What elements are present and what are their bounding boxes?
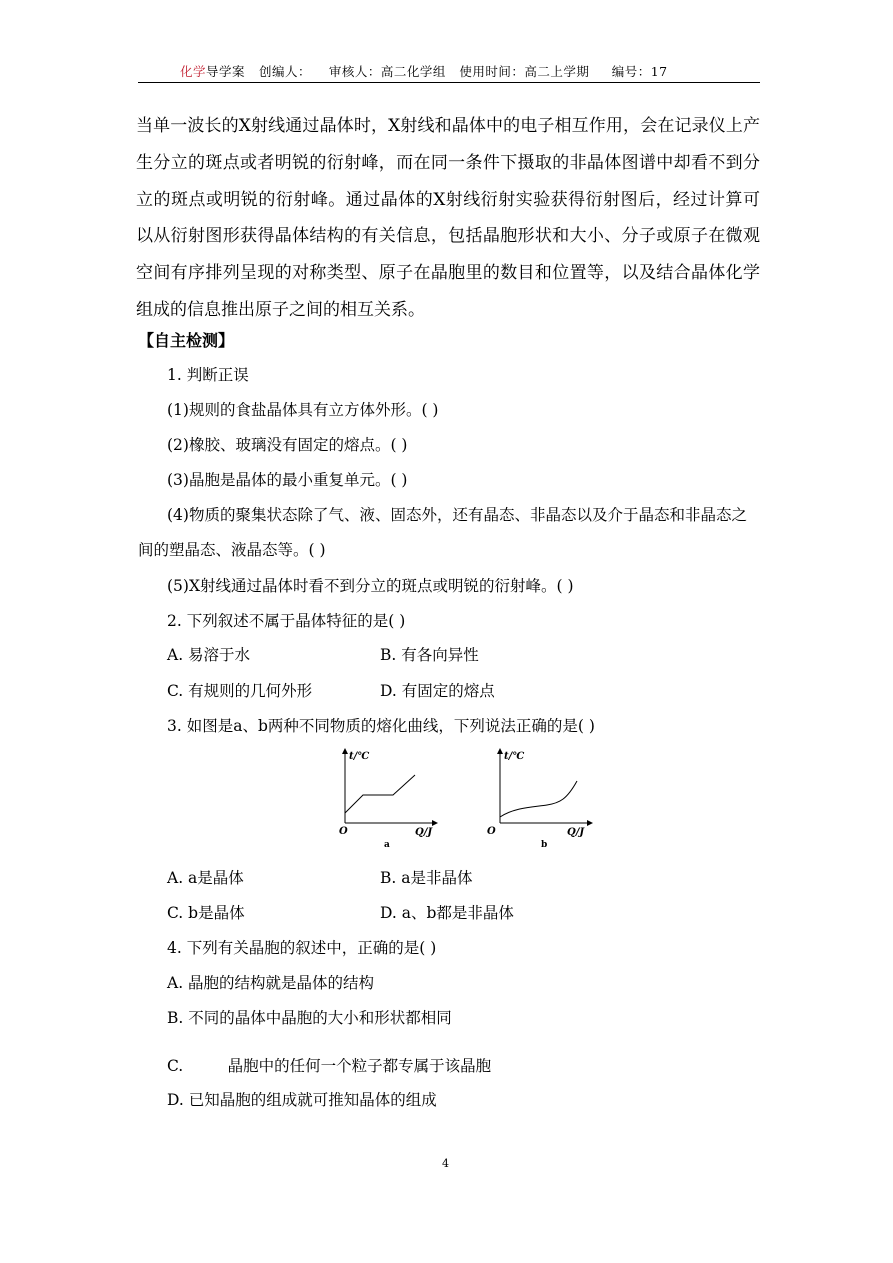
q2-option-c: C. 有规则的几何外形 — [167, 682, 313, 700]
q2-option-d: D. 有固定的熔点 — [380, 682, 495, 700]
q4-option-d: D. 已知晶胞的组成就可推知晶体的组成 — [167, 1091, 437, 1109]
q1-item-3: (3)晶胞是晶体的最小重复单元。( ) — [167, 471, 408, 489]
graph-a — [339, 751, 435, 850]
q3-option-d: D. a、b都是非晶体 — [380, 904, 514, 922]
graph-a-caption: a — [384, 840, 390, 850]
graph-a-xlabel: Q/J — [415, 827, 433, 838]
header-subject: 化学 — [180, 64, 207, 79]
graph-b-caption: b — [541, 840, 548, 850]
q4-option-b: B. 不同的晶体中晶胞的大小和形状都相同 — [167, 1009, 452, 1027]
page-header — [180, 62, 668, 80]
q4-option-a: A. 晶胞的结构就是晶体的结构 — [167, 974, 375, 992]
q3-option-a: A. a是晶体 — [167, 869, 244, 887]
curve-b — [500, 781, 577, 817]
q1-title: 1. 判断正误 — [167, 366, 249, 384]
curve-a — [345, 775, 415, 813]
q1-item-4b: 间的塑晶态、液晶态等。( ) — [138, 541, 326, 559]
section-title: 【自主检测】 — [138, 331, 235, 350]
q4-option-c: C. 晶胞中的任何一个粒子都专属于该晶胞 — [167, 1057, 492, 1075]
graph-b-origin: O — [487, 826, 496, 837]
q1-item-4a: (4)物质的聚集状态除了气、液、固态外，还有晶态、非晶态以及介于晶态和非晶态之 — [167, 506, 747, 524]
graph-b-ylabel: t/℃ — [504, 751, 525, 762]
q2-title: 2. 下列叙述不属于晶体特征的是( ) — [167, 612, 406, 630]
q2-option-a: A. 易溶于水 — [167, 646, 251, 664]
q3-option-c: C. b是晶体 — [167, 904, 245, 922]
melting-curves-figure — [335, 745, 595, 853]
header-divider — [138, 82, 760, 83]
header-fields: 创编人： 审核人：高二化学组 使用时间：高二上学期 编号：17 — [259, 64, 668, 79]
graph-b-xlabel: Q/J — [567, 827, 585, 838]
q4-title: 4. 下列有关晶胞的叙述中，正确的是( ) — [167, 939, 437, 957]
header-subject-rest: 导学案 — [206, 64, 246, 79]
intro-paragraph: 当单一波长的X射线通过晶体时，X射线和晶体中的电子相互作用，会在记录仪上产生分立的斑点或者明锐的衍射峰，而在同一条件下摄取的非晶体图谱中却看不到分立的斑点或明锐的衍射峰。通过晶体的X射线衍射实验获得衍射图后，经过计算可以从衍射图形获得晶体结构的有关信息，包括晶胞形状和大小、分子或原子在微观空间有序排列呈现的对称类型、原子在晶胞里的数目和位置等，以及结合晶体化学组成的信息推出原子之间的相互关系。 — [136, 116, 760, 320]
q3-title: 3. 如图是a、b两种不同物质的熔化曲线，下列说法正确的是( ) — [167, 717, 595, 735]
q1-item-1: (1)规则的食盐晶体具有立方体外形。( ) — [167, 401, 439, 419]
graph-a-ylabel: t/℃ — [349, 751, 370, 762]
graph-b — [487, 751, 590, 850]
q3-option-b: B. a是非晶体 — [380, 869, 473, 887]
q1-item-2: (2)橡胶、玻璃没有固定的熔点。( ) — [167, 436, 408, 454]
q2-option-b: B. 有各向异性 — [380, 646, 479, 664]
page-number: 4 — [442, 1157, 449, 1170]
q1-item-5: (5)X射线通过晶体时看不到分立的斑点或明锐的衍射峰。( ) — [167, 577, 574, 595]
graph-a-origin: O — [339, 826, 348, 837]
